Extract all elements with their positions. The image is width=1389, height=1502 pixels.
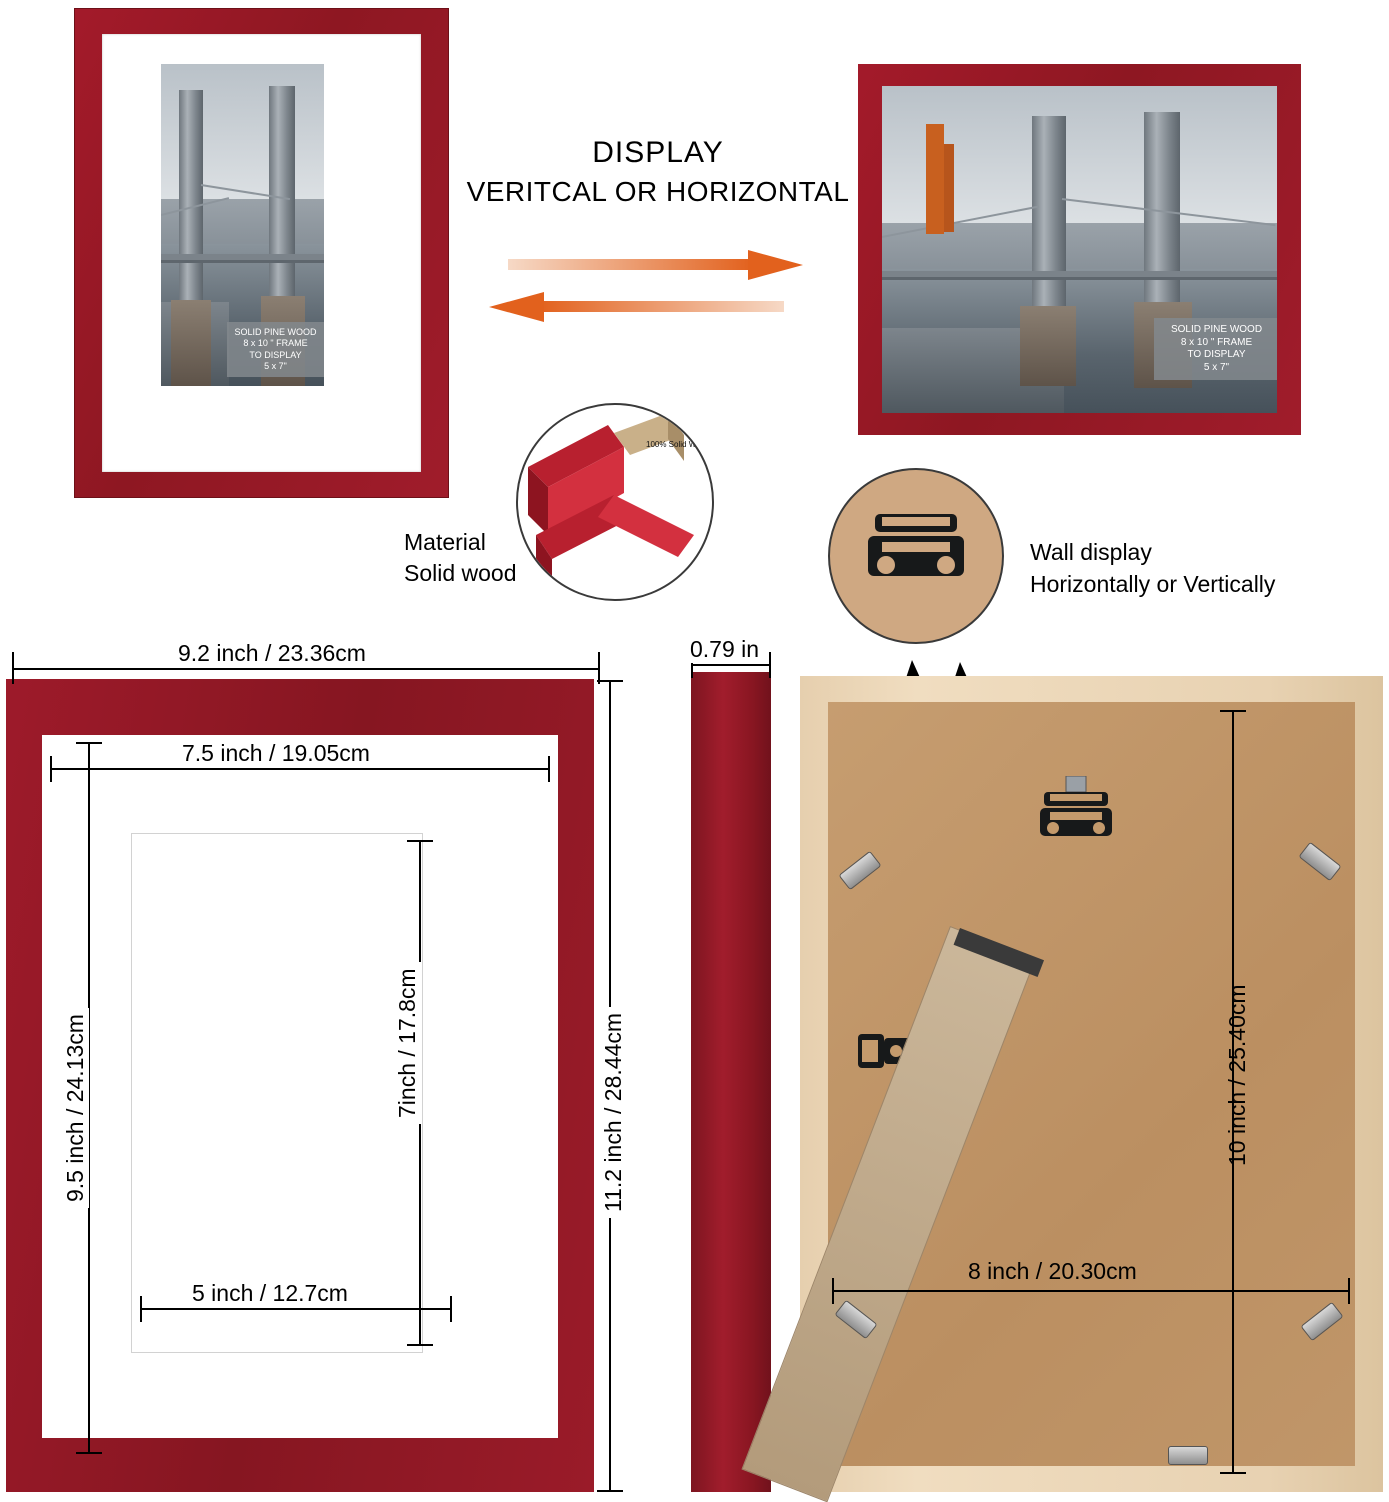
dim-outer-width-line: [12, 668, 600, 670]
overlay-line-2: 8 x 10 " FRAME: [1180, 336, 1253, 348]
overlay-line-1: SOLID PINE WOOD: [234, 327, 317, 337]
dim-outer-height-tick-bottom: [597, 1490, 623, 1492]
dim-thickness-text: 0.79 in: [684, 636, 765, 663]
horizontal-frame: [858, 64, 1301, 435]
hanger-bracket-top-icon: [1038, 776, 1114, 838]
hanger-detail-circle: [828, 468, 1004, 644]
frame-side-profile: [691, 672, 771, 1492]
dim-opening-width-line: [140, 1308, 452, 1310]
dim-mat-width-text: 7.5 inch / 19.05cm: [176, 740, 376, 767]
arrow-left-icon: [484, 290, 784, 324]
dim-back-height-tick-top: [1220, 710, 1246, 712]
dim-back-width-tick-right: [1348, 1278, 1350, 1304]
dim-back-width-tick-left: [832, 1278, 834, 1304]
vertical-frame-photo: [161, 64, 324, 386]
photo-overlay-horizontal: [1154, 318, 1277, 380]
dim-opening-height-tick-bottom: [407, 1344, 433, 1346]
material-label-line1: Material: [404, 529, 486, 555]
dim-back-height-tick-bottom: [1220, 1472, 1246, 1474]
dim-mat-height-text: 9.5 inch / 24.13cm: [62, 1008, 89, 1208]
dim-outer-width-text: 9.2 inch / 23.36cm: [172, 640, 372, 667]
dim-outer-height-text: 11.2 inch / 28.44cm: [600, 1007, 627, 1218]
vertical-frame: [74, 8, 449, 498]
material-detail-circle: [516, 403, 714, 601]
overlay-line-4: 5 x 7": [1203, 361, 1230, 373]
display-heading: [463, 136, 853, 208]
dim-opening-width-text: 5 inch / 12.7cm: [186, 1280, 354, 1307]
dim-outer-width-tick-left: [12, 652, 14, 684]
dim-mat-width-line: [50, 768, 550, 770]
wall-display-label: [1030, 536, 1350, 600]
display-heading-line1: DISPLAY: [592, 136, 724, 169]
arrow-right-icon: [508, 248, 808, 282]
frame-mat-opening: [131, 833, 423, 1353]
material-label-line2: Solid wood: [404, 560, 517, 587]
dim-thickness-line: [691, 664, 771, 666]
dim-mat-width-tick-right: [548, 756, 550, 782]
photo-overlay-vertical: [227, 322, 324, 377]
material-label: [404, 527, 534, 589]
material-badge-text: 100% Solid Wood: [646, 440, 710, 449]
display-heading-line2: VERITCAL OR HORIZONTAL: [466, 176, 850, 207]
dim-opening-height-text: 7inch / 17.8cm: [394, 962, 421, 1124]
overlay-line-4: 5 x 7": [264, 360, 287, 371]
dim-back-width-line: [832, 1290, 1350, 1292]
wall-label-line2: Horizontally or Vertically: [1030, 571, 1276, 598]
overlay-line-3: TO DISPLAY: [1187, 349, 1246, 360]
wall-label-line1: Wall display: [1030, 539, 1152, 565]
dim-opening-height-tick-top: [407, 840, 433, 842]
retaining-clip-bottom-center: [1168, 1446, 1208, 1465]
dim-thickness-tick-right: [769, 652, 771, 678]
dim-opening-width-tick-left: [140, 1296, 142, 1322]
dim-mat-height-tick-top: [76, 742, 102, 744]
dim-back-width-text: 8 inch / 20.30cm: [968, 1258, 1137, 1284]
dim-mat-width-tick-left: [50, 756, 52, 782]
dim-opening-width-tick-right: [450, 1296, 452, 1322]
dim-back-height-text: 10 inch / 25.40cm: [1224, 984, 1250, 1166]
overlay-line-3: TO DISPLAY: [249, 349, 302, 360]
horizontal-frame-photo: [882, 86, 1277, 413]
dim-outer-height-tick-top: [597, 680, 623, 682]
overlay-line-2: 8 x 10 " FRAME: [243, 338, 308, 349]
frame-back-diagram: [800, 676, 1383, 1492]
dim-mat-height-tick-bottom: [76, 1452, 102, 1454]
overlay-line-1: SOLID PINE WOOD: [1170, 324, 1263, 335]
